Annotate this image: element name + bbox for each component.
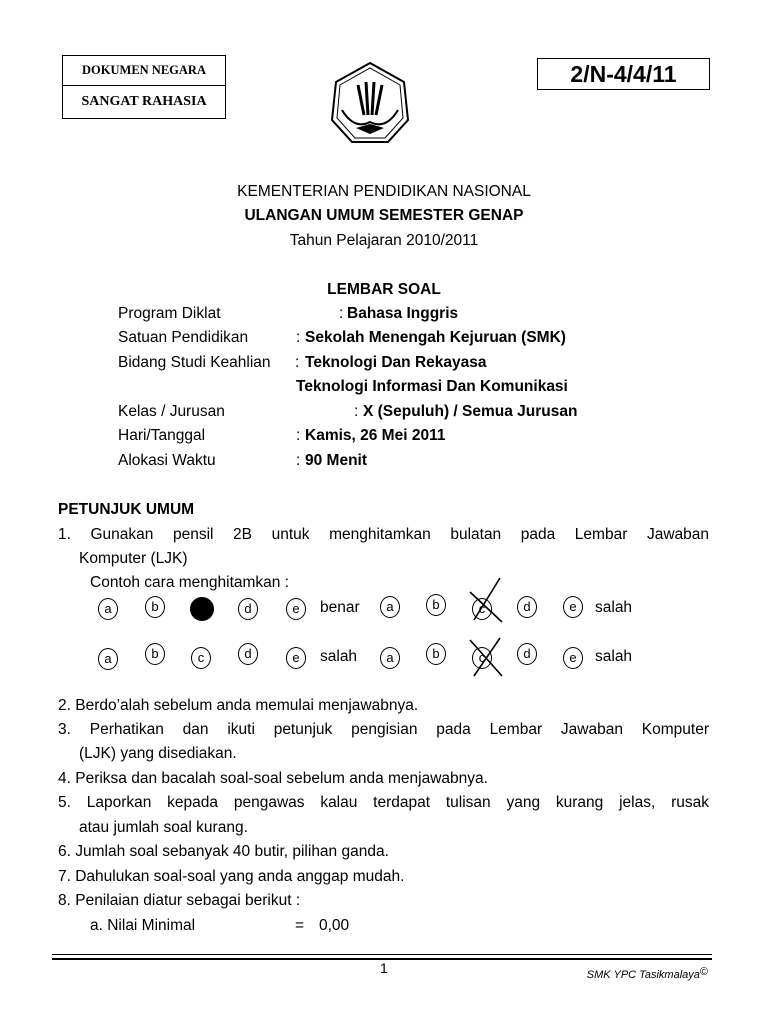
exam-title: ULANGAN UMUM SEMESTER GENAP — [244, 207, 524, 224]
info-value: Bahasa Inggris — [347, 305, 459, 322]
bubble-a: a — [98, 598, 118, 620]
document-label-box — [62, 55, 226, 119]
bubble-e: e — [563, 647, 583, 669]
instruction-item-cont: atau jumlah soal kurang. — [79, 819, 248, 836]
info-value: Kamis, 26 Mei 2011 — [305, 427, 446, 444]
instruction-text: 1. Gunakan pensil 2B untuk menghitamkan bulatan pada Lembar Jawaban — [58, 526, 709, 543]
instruction-item — [58, 794, 709, 812]
bubble-d: d — [517, 643, 537, 665]
footer-school — [587, 966, 708, 981]
bubble-e: e — [286, 598, 306, 620]
bubble-e: e — [563, 596, 583, 618]
instruction-item — [58, 721, 709, 739]
label-salah: salah — [320, 648, 358, 665]
info-value: Sekolah Menengah Kejuruan (SMK) — [305, 329, 566, 346]
info-label: Alokasi Waktu — [118, 452, 216, 469]
bubble-c: c — [472, 598, 492, 620]
info-sep: : — [296, 329, 301, 346]
academic-year: Tahun Pelajaran 2010/2011 — [289, 232, 479, 249]
bubble-b: b — [145, 596, 165, 618]
instruction-item-cont: (LJK) yang disediakan. — [79, 745, 237, 762]
bubble-e: e — [286, 647, 306, 669]
info-label: Program Diklat — [118, 305, 221, 322]
secret-label: SANGAT RAHASIA — [81, 94, 207, 109]
bubble-d: d — [517, 596, 537, 618]
instruction-text: 3. Perhatikan dan ikuti petunjuk pengisian pada Lembar Jawaban Komputer — [58, 721, 709, 738]
instruction-text: 5. Laporkan kepada pengawas kalau terdapat tulisan yang kurang jelas, rusak — [58, 794, 709, 811]
bubble-c: c — [191, 647, 211, 669]
document-code: 2/N-4/4/11 — [537, 58, 710, 90]
info-label: Satuan Pendidikan — [118, 329, 249, 346]
info-sep: : — [296, 427, 301, 444]
info-sep: : — [339, 305, 344, 322]
bubble-a: a — [98, 648, 118, 670]
info-label: Bidang Studi Keahlian — [118, 354, 271, 371]
info-sep: : — [296, 452, 301, 469]
ministry-title: KEMENTERIAN PENDIDIKAN NASIONAL — [237, 183, 531, 200]
instructions-heading: PETUNJUK UMUM — [58, 501, 195, 518]
info-value: X (Sepuluh) / Semua Jurusan — [363, 403, 578, 420]
score-eq: = — [295, 917, 305, 934]
info-value: Teknologi Dan Rekayasa — [305, 354, 487, 371]
instruction-item-cont: Komputer (LJK) — [79, 550, 188, 567]
example-label: Contoh cara menghitamkan : — [90, 574, 290, 591]
instruction-item — [58, 526, 709, 544]
sheet-title: LEMBAR SOAL — [327, 281, 441, 298]
bubble-a: a — [380, 596, 400, 618]
instruction-item: 4. Periksa dan bacalah soal-soal sebelum anda menjawabnya. — [58, 770, 488, 787]
tut-wuri-handayani-logo — [328, 60, 412, 146]
bubble-a: a — [380, 647, 400, 669]
bubble-d: d — [238, 643, 258, 665]
score-label: a. Nilai Minimal — [90, 917, 196, 934]
info-value-cont: Teknologi Informasi Dan Komunikasi — [296, 378, 568, 395]
bubble-b: b — [426, 594, 446, 616]
info-value: 90 Menit — [305, 452, 368, 469]
bubble-d: d — [238, 598, 258, 620]
info-label: Kelas / Jurusan — [118, 403, 225, 420]
label-benar: benar — [320, 599, 360, 616]
bubble-b: b — [145, 643, 165, 665]
instruction-item: 8. Penilaian diatur sebagai berikut : — [58, 892, 301, 909]
bubble-filled — [190, 597, 214, 621]
doc-label: DOKUMEN NEGARA — [63, 56, 225, 86]
page-number: 1 — [380, 960, 388, 976]
score-value: 0,00 — [319, 917, 350, 934]
label-salah: salah — [595, 648, 633, 665]
bubble-c: c — [472, 647, 492, 669]
instruction-item: 6. Jumlah soal sebanyak 40 butir, pilihan ganda. — [58, 843, 389, 860]
info-sep: : — [295, 354, 300, 371]
school-name: SMK YPC Tasikmalaya — [586, 969, 700, 981]
bubble-b: b — [426, 643, 446, 665]
instruction-item: 2. Berdo’alah sebelum anda memulai menjawabnya. — [58, 697, 419, 714]
info-sep: : — [354, 403, 359, 420]
instruction-item: 7. Dahulukan soal-soal yang anda anggap mudah. — [58, 868, 405, 885]
copyright-icon: © — [699, 966, 708, 978]
info-label: Hari/Tanggal — [118, 427, 206, 444]
label-salah: salah — [595, 599, 633, 616]
